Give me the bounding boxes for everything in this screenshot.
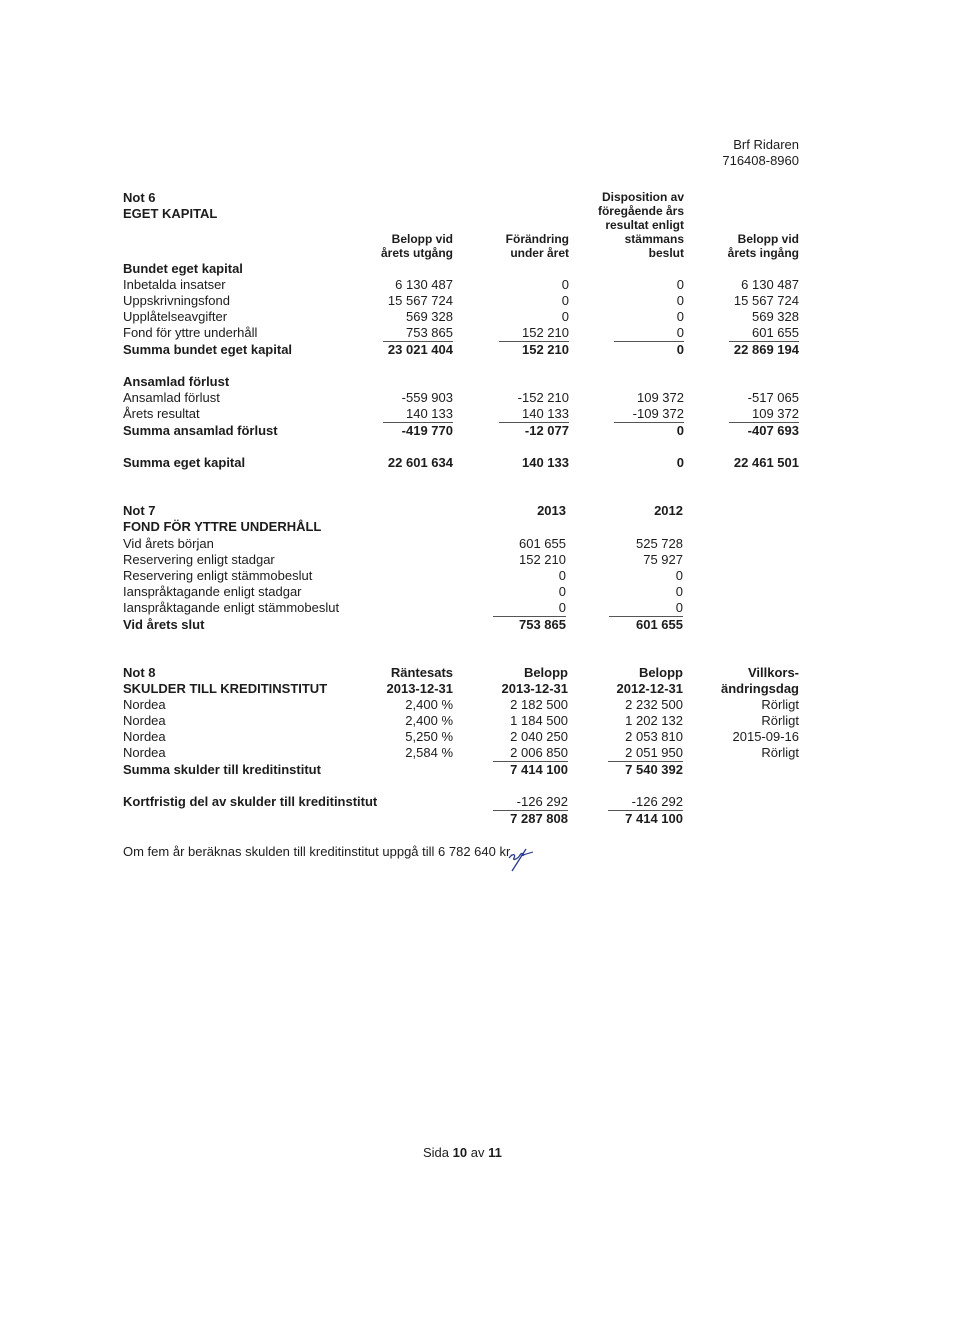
page-footer <box>423 1145 502 1161</box>
page-total: 11 <box>488 1145 502 1160</box>
value-cell: 601 655 <box>519 536 566 551</box>
header-col2-line2: under året <box>510 246 569 260</box>
row-label: Upplåtelseavgifter <box>123 309 228 324</box>
page-mid: av <box>470 1145 485 1160</box>
value-cell: 0 <box>676 325 684 340</box>
sum-cell: -407 693 <box>747 423 799 438</box>
header-col3-line3: resultat enligt <box>605 218 684 232</box>
rate-cell: 5,250 % <box>405 729 453 744</box>
signature-initials <box>506 843 534 873</box>
header-col1-line2: årets utgång <box>380 246 453 260</box>
note7-title: Not 7 <box>123 503 156 518</box>
total-label: Summa eget kapital <box>123 455 246 470</box>
company-name: Brf Ridaren <box>733 137 799 152</box>
row-label: Vid årets början <box>123 536 214 551</box>
value-cell: 109 372 <box>637 390 684 405</box>
value-cell: 0 <box>561 293 569 308</box>
value-cell: 525 728 <box>636 536 683 551</box>
long-term-cell: 7 287 808 <box>510 811 568 826</box>
value-cell: -126 292 <box>516 794 568 809</box>
value-cell: 75 927 <box>643 552 683 567</box>
value-cell: 15 567 724 <box>387 293 453 308</box>
sum-label: Vid årets slut <box>123 617 205 632</box>
value-cell: 0 <box>675 584 683 599</box>
value-cell: -152 210 <box>517 390 569 405</box>
header-col4-line2: årets ingång <box>727 246 799 260</box>
value-cell: 0 <box>676 293 684 308</box>
page-number: 10 <box>452 1145 468 1160</box>
row-label: Ansamlad förlust <box>123 390 220 405</box>
sum-cell: 7 540 392 <box>625 762 683 777</box>
row-label: Inbetalda insatser <box>123 277 226 292</box>
header-col3-line5: beslut <box>648 246 684 260</box>
header-b2012-line2: 2012-12-31 <box>616 681 683 696</box>
sum-cell: 22 869 194 <box>733 342 799 357</box>
value-cell: 0 <box>675 568 683 583</box>
value-cell: -109 372 <box>632 406 684 421</box>
value-cell: 2 182 500 <box>510 697 568 712</box>
value-cell: 0 <box>561 277 569 292</box>
value-cell: 6 130 487 <box>741 277 799 292</box>
value-cell: 0 <box>561 309 569 324</box>
header-col2-line1: Förändring <box>505 232 569 246</box>
row-label: Årets resultat <box>123 406 200 421</box>
total-cell: 22 601 634 <box>387 455 453 470</box>
lender-name: Nordea <box>123 713 166 728</box>
header-rate-line1: Räntesats <box>390 665 453 680</box>
sum-cell: 23 021 404 <box>387 342 453 357</box>
header-terms-line2: ändringsdag <box>720 681 799 696</box>
header-col3-line1: Disposition av <box>601 190 684 204</box>
value-cell: 6 130 487 <box>395 277 453 292</box>
sum-cell: 601 655 <box>636 617 683 632</box>
value-cell: 0 <box>558 600 566 615</box>
sum-label: Summa ansamlad förlust <box>123 423 278 438</box>
total-cell: 0 <box>676 455 684 470</box>
header-col3-line4: stämmans <box>624 232 684 246</box>
total-cell: 22 461 501 <box>733 455 799 470</box>
value-cell: 2 051 950 <box>625 745 683 760</box>
row-label: Reservering enligt stadgar <box>123 552 275 567</box>
year-header: 2012 <box>654 503 683 518</box>
header-b2013-line2: 2013-12-31 <box>501 681 568 696</box>
header-col1-line1: Belopp vid <box>391 232 453 246</box>
terms-cell: Rörligt <box>761 713 799 728</box>
value-cell: 569 328 <box>406 309 453 324</box>
terms-cell: Rörligt <box>761 745 799 760</box>
value-cell: -559 903 <box>401 390 453 405</box>
value-cell: 601 655 <box>752 325 799 340</box>
value-cell: 0 <box>676 309 684 324</box>
row-label: Reservering enligt stämmobeslut <box>123 568 313 583</box>
long-term-cell: 7 414 100 <box>625 811 683 826</box>
note6-subtitle: EGET KAPITAL <box>123 206 218 221</box>
header-col4-line1: Belopp vid <box>737 232 799 246</box>
value-cell: 0 <box>558 568 566 583</box>
value-cell: 2 053 810 <box>625 729 683 744</box>
rate-cell: 2,584 % <box>405 745 453 760</box>
footnote: Om fem år beräknas skulden till kreditinstitut uppgå till 6 782 640 kr. <box>123 844 514 859</box>
note8-title: Not 8 <box>123 665 156 680</box>
lender-name: Nordea <box>123 729 166 744</box>
sum-cell: -419 770 <box>401 423 453 438</box>
header-rate-line2: 2013-12-31 <box>386 681 453 696</box>
value-cell: 2 040 250 <box>510 729 568 744</box>
header-b2012-line1: Belopp <box>638 665 683 680</box>
lender-name: Nordea <box>123 697 166 712</box>
value-cell: 109 372 <box>752 406 799 421</box>
year-header: 2013 <box>537 503 566 518</box>
lender-name: Nordea <box>123 745 166 760</box>
value-cell: 15 567 724 <box>733 293 799 308</box>
value-cell: 140 133 <box>406 406 453 421</box>
value-cell: -126 292 <box>631 794 683 809</box>
value-cell: 152 210 <box>522 325 569 340</box>
value-cell: 569 328 <box>752 309 799 324</box>
value-cell: 0 <box>676 277 684 292</box>
sum-cell: 0 <box>676 423 684 438</box>
terms-cell: Rörligt <box>761 697 799 712</box>
value-cell: 152 210 <box>519 552 566 567</box>
row-label: Ianspråktagande enligt stadgar <box>123 584 302 599</box>
value-cell: 2 006 850 <box>510 745 568 760</box>
value-cell: 140 133 <box>522 406 569 421</box>
value-cell: 2 232 500 <box>625 697 683 712</box>
value-cell: 0 <box>675 600 683 615</box>
row-label: Fond för yttre underhåll <box>123 325 258 340</box>
header-terms-line1: Villkors- <box>747 665 799 680</box>
sum-label: Summa bundet eget kapital <box>123 342 293 357</box>
header-b2013-line1: Belopp <box>523 665 568 680</box>
note8-subtitle: SKULDER TILL KREDITINSTITUT <box>123 681 328 696</box>
row-label: Uppskrivningsfond <box>123 293 230 308</box>
header-col3-line2: föregående års <box>597 204 684 218</box>
value-cell: 1 184 500 <box>510 713 568 728</box>
sum-cell: 0 <box>676 342 684 357</box>
ansamlad-section-title: Ansamlad förlust <box>123 374 230 389</box>
note7-subtitle: FOND FÖR YTTRE UNDERHÅLL <box>123 519 322 534</box>
sum-cell: 152 210 <box>522 342 569 357</box>
short-term-label: Kortfristig del av skulder till kreditinstitut <box>123 794 378 809</box>
underline <box>614 422 684 423</box>
terms-cell: 2015-09-16 <box>732 729 799 744</box>
rate-cell: 2,400 % <box>405 697 453 712</box>
value-cell: -517 065 <box>747 390 799 405</box>
sum-cell: 7 414 100 <box>510 762 568 777</box>
sum-cell: 753 865 <box>519 617 566 632</box>
sum-cell: -12 077 <box>524 423 569 438</box>
sum-label: Summa skulder till kreditinstitut <box>123 762 321 777</box>
value-cell: 753 865 <box>406 325 453 340</box>
row-label: Ianspråktagande enligt stämmobeslut <box>123 600 340 615</box>
total-cell: 140 133 <box>522 455 569 470</box>
page-prefix: Sida <box>423 1145 450 1160</box>
rate-cell: 2,400 % <box>405 713 453 728</box>
underline <box>614 341 684 342</box>
org-number: 716408-8960 <box>722 153 799 168</box>
note6-title: Not 6 <box>123 190 156 205</box>
value-cell: 1 202 132 <box>625 713 683 728</box>
value-cell: 0 <box>558 584 566 599</box>
bundet-section-title: Bundet eget kapital <box>123 261 243 276</box>
